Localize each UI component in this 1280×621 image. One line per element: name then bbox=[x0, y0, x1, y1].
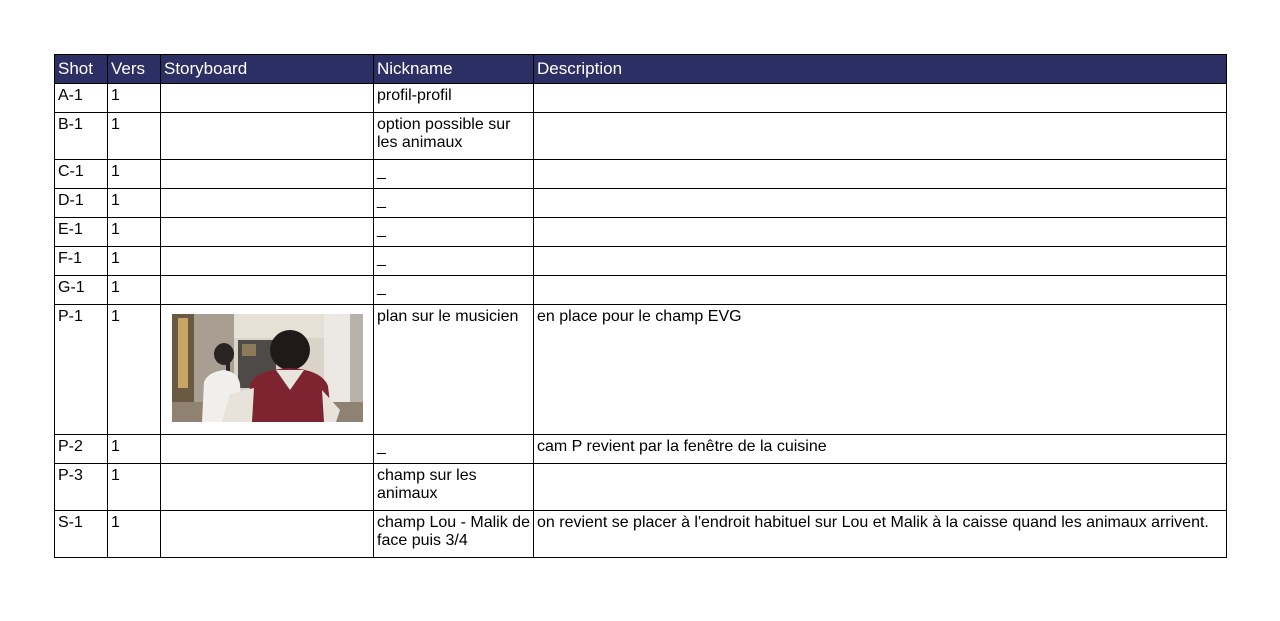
cell-shot: F-1 bbox=[55, 247, 108, 276]
cell-vers: 1 bbox=[108, 305, 161, 435]
cell-description: en place pour le champ EVG bbox=[534, 305, 1227, 435]
cell-nickname: _ bbox=[374, 160, 534, 189]
cell-storyboard bbox=[161, 305, 374, 435]
cell-shot: A-1 bbox=[55, 84, 108, 113]
cell-storyboard bbox=[161, 218, 374, 247]
table-row bbox=[55, 435, 1227, 464]
cell-storyboard bbox=[161, 189, 374, 218]
cell-vers: 1 bbox=[108, 435, 161, 464]
table-row bbox=[55, 84, 1227, 113]
shot-list-table bbox=[54, 54, 1227, 558]
cell-shot: P-2 bbox=[55, 435, 108, 464]
table-row bbox=[55, 218, 1227, 247]
cell-description bbox=[534, 276, 1227, 305]
cell-description bbox=[534, 113, 1227, 160]
header-nickname: Nickname bbox=[374, 55, 534, 84]
table-row bbox=[55, 247, 1227, 276]
storyboard-thumbnail bbox=[172, 314, 363, 422]
cell-storyboard bbox=[161, 160, 374, 189]
header-row bbox=[55, 55, 1227, 84]
cell-description bbox=[534, 160, 1227, 189]
cell-description: cam P revient par la fenêtre de la cuisine bbox=[534, 435, 1227, 464]
cell-nickname: champ sur les animaux bbox=[374, 464, 534, 511]
cell-description bbox=[534, 464, 1227, 511]
table-row bbox=[55, 189, 1227, 218]
cell-nickname: _ bbox=[374, 247, 534, 276]
cell-nickname: _ bbox=[374, 435, 534, 464]
cell-nickname: champ Lou - Malik de face puis 3/4 bbox=[374, 511, 534, 558]
cell-nickname: option possible sur les animaux bbox=[374, 113, 534, 160]
header-vers: Vers bbox=[108, 55, 161, 84]
cell-nickname: plan sur le musicien bbox=[374, 305, 534, 435]
table-row bbox=[55, 464, 1227, 511]
header-description: Description bbox=[534, 55, 1227, 84]
cell-shot: P-1 bbox=[55, 305, 108, 435]
cell-description bbox=[534, 247, 1227, 276]
cell-vers: 1 bbox=[108, 113, 161, 160]
cell-nickname: _ bbox=[374, 276, 534, 305]
header-shot: Shot bbox=[55, 55, 108, 84]
header-storyboard: Storyboard bbox=[161, 55, 374, 84]
cell-vers: 1 bbox=[108, 84, 161, 113]
cell-shot: G-1 bbox=[55, 276, 108, 305]
cell-description: on revient se placer à l'endroit habituel sur Lou et Malik à la caisse quand les animaux arrivent. bbox=[534, 511, 1227, 558]
cell-nickname: _ bbox=[374, 218, 534, 247]
cell-shot: C-1 bbox=[55, 160, 108, 189]
cell-vers: 1 bbox=[108, 247, 161, 276]
table-row bbox=[55, 113, 1227, 160]
cell-storyboard bbox=[161, 113, 374, 160]
cell-vers: 1 bbox=[108, 511, 161, 558]
cell-description bbox=[534, 189, 1227, 218]
shot-list-sheet bbox=[54, 54, 1226, 558]
cell-shot: S-1 bbox=[55, 511, 108, 558]
cell-vers: 1 bbox=[108, 160, 161, 189]
table-row bbox=[55, 160, 1227, 189]
cell-description bbox=[534, 84, 1227, 113]
cell-shot: E-1 bbox=[55, 218, 108, 247]
table-row bbox=[55, 305, 1227, 435]
cell-shot: B-1 bbox=[55, 113, 108, 160]
cell-storyboard bbox=[161, 247, 374, 276]
table-row bbox=[55, 276, 1227, 305]
cell-storyboard bbox=[161, 435, 374, 464]
cell-storyboard bbox=[161, 464, 374, 511]
cell-vers: 1 bbox=[108, 218, 161, 247]
cell-shot: D-1 bbox=[55, 189, 108, 218]
cell-vers: 1 bbox=[108, 276, 161, 305]
table-row bbox=[55, 511, 1227, 558]
cell-storyboard bbox=[161, 511, 374, 558]
cell-nickname: profil-profil bbox=[374, 84, 534, 113]
cell-vers: 1 bbox=[108, 189, 161, 218]
cell-vers: 1 bbox=[108, 464, 161, 511]
cell-storyboard bbox=[161, 276, 374, 305]
cell-shot: P-3 bbox=[55, 464, 108, 511]
cell-nickname: _ bbox=[374, 189, 534, 218]
cell-description bbox=[534, 218, 1227, 247]
cell-storyboard bbox=[161, 84, 374, 113]
